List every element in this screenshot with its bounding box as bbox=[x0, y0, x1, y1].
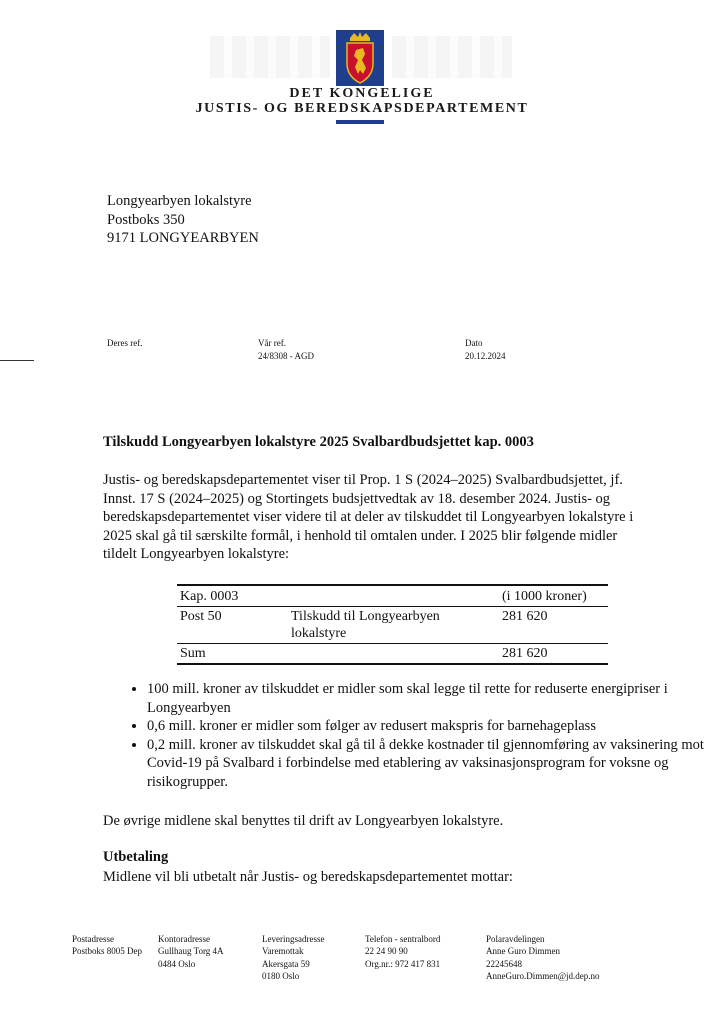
footer-postadresse bbox=[72, 933, 142, 958]
footer-line: Org.nr.: 972 417 831 bbox=[365, 958, 441, 969]
table-cell: Kap. 0003 bbox=[177, 585, 288, 607]
footer-line: Varemottak bbox=[262, 946, 304, 957]
header-ornament-left bbox=[210, 36, 330, 78]
footer-line: Akersgata 59 bbox=[262, 958, 310, 969]
footer-line: 0180 Oslo bbox=[262, 970, 300, 981]
footer-label: Leveringsadresse bbox=[262, 934, 325, 944]
footer-kontoradresse bbox=[158, 933, 224, 970]
footer-line: 22 24 90 90 bbox=[365, 946, 408, 957]
table-cell: (i 1000 kroner) bbox=[499, 585, 608, 607]
allocation-list bbox=[103, 680, 707, 791]
footer-leveringsadresse bbox=[262, 933, 324, 982]
ref-deres bbox=[107, 337, 142, 350]
recipient-city: 9171 LONGYEARBYEN bbox=[107, 230, 259, 246]
table-cell bbox=[288, 585, 499, 607]
footer-telefon bbox=[365, 933, 440, 970]
recipient-name: Longyearbyen lokalstyre bbox=[107, 193, 252, 209]
footer-email-link[interactable]: AnneGuro.Dimmen@jd.dep.no bbox=[486, 970, 600, 981]
table-row bbox=[177, 607, 608, 644]
ref-var-label: Vår ref. bbox=[258, 338, 286, 348]
table-cell: 281 620 bbox=[502, 609, 548, 624]
table-sum-row bbox=[177, 644, 608, 665]
table-cell: 281 620 bbox=[499, 644, 608, 665]
footer-line: 22245648 bbox=[486, 958, 522, 969]
table-header-row bbox=[177, 585, 608, 607]
table-cell bbox=[288, 644, 499, 665]
footer-label: Postadresse bbox=[72, 934, 114, 944]
ref-dato bbox=[465, 337, 506, 363]
payment-paragraph: Midlene vil bli utbetalt når Justis- og beredskapsdepartementet mottar: bbox=[103, 869, 513, 885]
fold-mark bbox=[0, 360, 34, 361]
list-item: • 0,6 mill. kroner er midler som følger av redusert makspris for barnehageplass bbox=[147, 717, 707, 736]
header-rule bbox=[336, 120, 384, 124]
footer-label: Telefon - sentralbord bbox=[365, 934, 441, 944]
intro-paragraph: Justis- og beredskapsdepartementet viser til Prop. 1 S (2024–2025) Svalbardbudsjettet, jf. Innst. 17 S (2024–2025) og Stortingets budsjettvedtak av 18. desember 2024. Justis- og beredskapsdepartementet viser videre til at deler av tilskuddet til Longyearbyen lokalstyre i 2025 skal gå til særskilte formål, i henhold til omtalen under. I 2025 blir følgende midler tildelt Longyearbyen lokalstyre: bbox=[103, 472, 634, 563]
table-cell: Tilskudd til Longyearbyen lokalstyre bbox=[291, 609, 440, 641]
recipient-postbox: Postboks 350 bbox=[107, 211, 185, 228]
footer-label: Polaravdelingen bbox=[486, 934, 545, 944]
budget-table bbox=[177, 584, 608, 665]
recipient-address bbox=[107, 192, 259, 248]
ref-dato-label: Dato bbox=[465, 338, 483, 348]
section-heading: Utbetaling bbox=[103, 849, 169, 865]
ref-var bbox=[258, 337, 314, 363]
table-cell: Sum bbox=[177, 644, 288, 665]
footer-line: Gullhaug Torg 4A bbox=[158, 946, 224, 957]
ref-var-value: 24/8308 - AGD bbox=[258, 351, 314, 361]
remaining-funds-paragraph: De øvrige midlene skal benyttes til drift av Longyearbyen lokalstyre. bbox=[103, 813, 504, 829]
footer-line: 0484 Oslo bbox=[158, 958, 196, 969]
header-ornament-right bbox=[392, 36, 512, 78]
coat-of-arms-icon bbox=[336, 30, 384, 86]
letter-title: Tilskudd Longyearbyen lokalstyre 2025 Svalbardbudsjettet kap. 0003 bbox=[103, 434, 534, 450]
ref-dato-value: 20.12.2024 bbox=[465, 351, 506, 361]
department-name-line2: JUSTIS- OG BEREDSKAPSDEPARTEMENT bbox=[195, 101, 529, 116]
footer-line: Anne Guro Dimmen bbox=[486, 946, 560, 957]
footer-avdeling bbox=[486, 933, 600, 982]
footer-line: Postboks 8005 Dep bbox=[72, 946, 143, 957]
footer-label: Kontoradresse bbox=[158, 934, 210, 944]
table-cell: Post 50 bbox=[180, 609, 222, 624]
list-item: • 0,2 mill. kroner av tilskuddet skal gå til å dekke kostnader til gjennomføring av vaksinering mot Covid-19 på Svalbard i forbindelse med etablering av vaksinasjonsprogram for voksne og risikogrupper. bbox=[147, 736, 707, 792]
list-item: • 100 mill. kroner av tilskuddet er midler som skal legge til rette for reduserte energipriser i Longyearbyen bbox=[147, 680, 707, 717]
ref-deres-label: Deres ref. bbox=[107, 338, 143, 348]
department-name-line1: DET KONGELIGE bbox=[289, 86, 435, 101]
